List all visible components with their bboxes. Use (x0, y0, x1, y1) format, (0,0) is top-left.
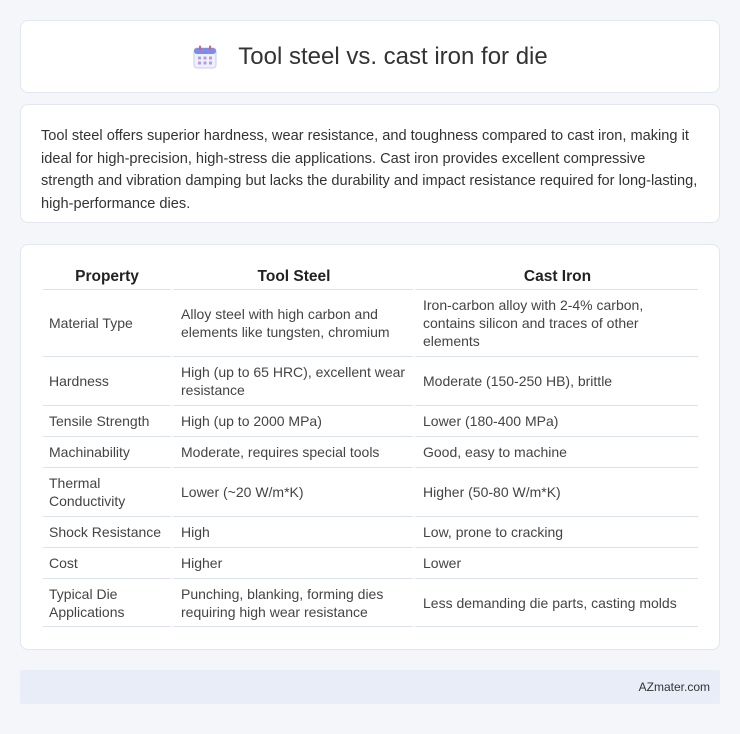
footer-site-link[interactable]: AZmater.com (638, 680, 710, 694)
table-row (43, 356, 698, 405)
cell-cast-iron: Higher (50-80 W/m*K) (413, 467, 698, 516)
intro-card (20, 104, 720, 223)
cell-cast-iron: Iron-carbon alloy with 2-4% carbon, contains silicon and traces of other elements (413, 289, 698, 356)
table-card (20, 244, 720, 650)
cell-property: Shock Resistance (43, 516, 171, 547)
table-row (43, 289, 698, 356)
cell-property: Thermal Conductivity (43, 467, 171, 516)
cell-tool-steel: Higher (171, 547, 413, 578)
table-row (43, 405, 698, 436)
cell-cast-iron: Moderate (150-250 HB), brittle (413, 356, 698, 405)
cell-tool-steel: Punching, blanking, forming dies requiring high wear resistance (171, 578, 413, 627)
table-row (43, 436, 698, 467)
cell-tool-steel: Lower (~20 W/m*K) (171, 467, 413, 516)
cell-cast-iron: Lower (413, 547, 698, 578)
cell-tool-steel: Moderate, requires special tools (171, 436, 413, 467)
comparison-table (43, 265, 698, 627)
cell-cast-iron: Good, easy to machine (413, 436, 698, 467)
cell-property: Material Type (43, 289, 171, 356)
intro-text: Tool steel offers superior hardness, wear resistance, and toughness compared to cast iron, making it ideal for high-precision, high-stress die applications. Cast iron provides excellent compressive strength and vibration damping but lacks the durability and impact resistance required for long-lasting, high-performance dies. (41, 128, 698, 212)
cell-property: Typical Die Applications (43, 578, 171, 627)
page-title: Tool steel vs. cast iron for die (238, 42, 548, 70)
table-row (43, 578, 698, 627)
cell-tool-steel: High (up to 65 HRC), excellent wear resistance (171, 356, 413, 405)
cell-cast-iron: Less demanding die parts, casting molds (413, 578, 698, 627)
cell-cast-iron: Lower (180-400 MPa) (413, 405, 698, 436)
calendar-icon (192, 44, 218, 70)
table-header-row (43, 265, 698, 289)
header-cast-iron: Cast Iron (413, 265, 698, 289)
cell-tool-steel: High (171, 516, 413, 547)
table-row (43, 516, 698, 547)
cell-property: Hardness (43, 356, 171, 405)
cell-cast-iron: Low, prone to cracking (413, 516, 698, 547)
table-row (43, 467, 698, 516)
header-property: Property (75, 268, 139, 285)
cell-tool-steel: High (up to 2000 MPa) (171, 405, 413, 436)
header-tool-steel: Tool Steel (171, 265, 413, 289)
table-row (43, 547, 698, 578)
cell-tool-steel: Alloy steel with high carbon and elements like tungsten, chromium (171, 289, 413, 356)
cell-property: Cost (43, 547, 171, 578)
title-card (20, 20, 720, 93)
cell-property: Tensile Strength (43, 405, 171, 436)
footer (20, 670, 720, 704)
cell-property: Machinability (43, 436, 171, 467)
